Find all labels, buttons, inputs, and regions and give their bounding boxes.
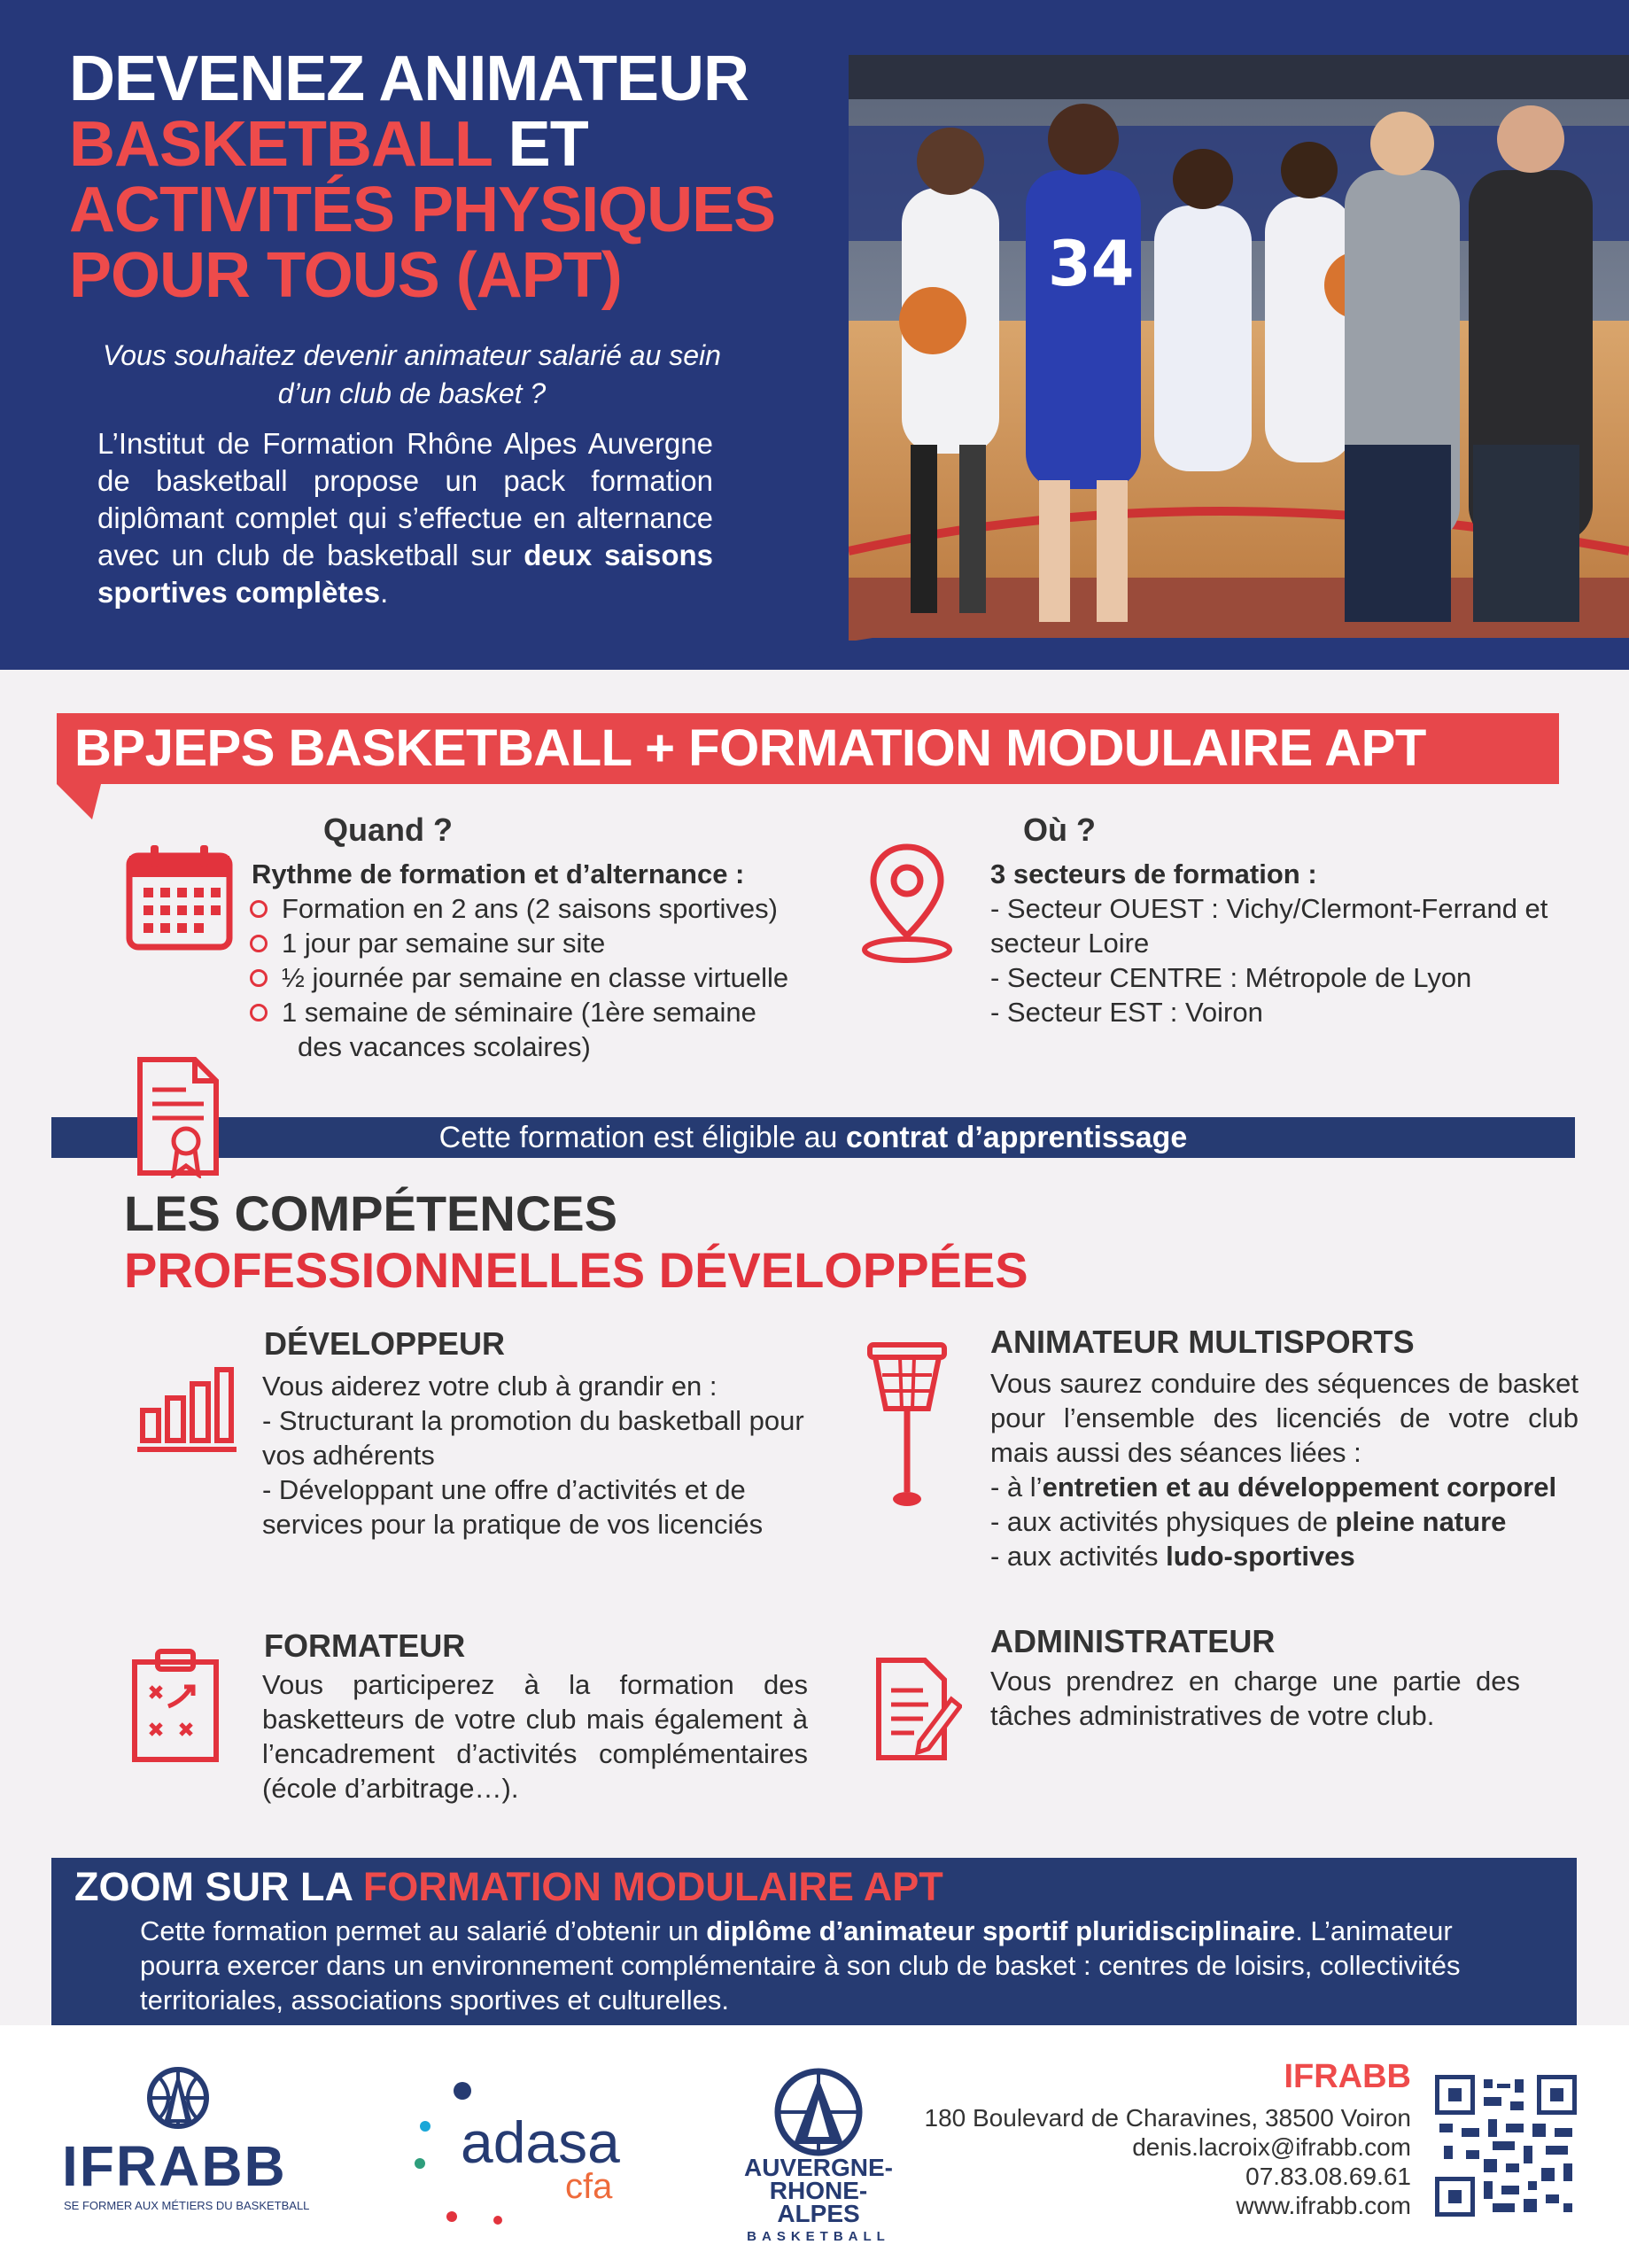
list-item: Formation en 2 ans (2 saisons sportives) bbox=[248, 891, 854, 926]
quand-heading: Rythme de formation et d’alternance : bbox=[252, 858, 745, 889]
list-item bbox=[990, 1504, 1579, 1539]
contact-address: 180 Boulevard de Charavines, 38500 Voiron bbox=[924, 2104, 1411, 2132]
competences-title-line1: LES COMPÉTENCES bbox=[124, 1185, 617, 1241]
ifrabb-logo-text: IFRABB bbox=[62, 2134, 287, 2198]
clipboard-tactics-icon bbox=[129, 1648, 221, 1765]
location-pin-icon bbox=[859, 840, 955, 966]
ou-heading: 3 secteurs de formation : bbox=[990, 858, 1317, 889]
ara-line1: AUVERGNE- bbox=[743, 2154, 893, 2181]
footer bbox=[0, 2025, 1629, 2268]
ara-basketball-logo-icon bbox=[772, 2066, 865, 2158]
hero-title-line1: DEVENEZ ANIMATEUR bbox=[69, 43, 749, 114]
jersey-number: 34 bbox=[1048, 228, 1135, 300]
administrateur-title: ADMINISTRATEUR bbox=[990, 1623, 1276, 1659]
list-item-text: - à l’ bbox=[990, 1472, 1043, 1503]
ifrabb-tagline: SE FORMER AUX MÉTIERS DU BASKETBALL bbox=[64, 2199, 310, 2212]
adasa-cfa-text: cfa bbox=[565, 2167, 613, 2206]
formation-banner bbox=[57, 713, 1559, 784]
list-item: - Structurant la promotion du basketball pour vos adhérents bbox=[262, 1405, 804, 1471]
developpeur-text bbox=[262, 1369, 804, 1542]
list-item-text: 1 semaine de séminaire (1ère semaine bbox=[282, 997, 756, 1028]
hero-body-end: . bbox=[380, 576, 389, 609]
contact-website[interactable]: www.ifrabb.com bbox=[1236, 2192, 1411, 2219]
calendar-icon bbox=[124, 842, 235, 952]
list-item bbox=[248, 995, 854, 1064]
ara-line3: BASKETBALL bbox=[747, 2229, 890, 2244]
list-item: ½ journée par semaine en classe virtuelle bbox=[248, 960, 854, 995]
list-item: 1 jour par semaine sur site bbox=[248, 926, 854, 960]
hero-title-et: ET bbox=[491, 109, 588, 180]
banner-tail bbox=[57, 784, 101, 819]
list-item-bold: pleine nature bbox=[1335, 1506, 1507, 1537]
list-item-bold: ludo-sportives bbox=[1166, 1541, 1355, 1572]
eligibility-bold: contrat d’apprentissage bbox=[845, 1121, 1188, 1154]
basketball-hoop-icon bbox=[865, 1340, 950, 1510]
list-item-text: - aux activités physiques de bbox=[990, 1506, 1336, 1537]
document-edit-icon bbox=[873, 1655, 962, 1763]
animateur-title: ANIMATEUR MULTISPORTS bbox=[990, 1324, 1415, 1360]
ifrabb-logo-icon bbox=[137, 2066, 219, 2130]
zoom-title-red: FORMATION MODULAIRE APT bbox=[362, 1864, 943, 1909]
zoom-text-part2: . L’animateur pourra exercer dans un environnement complémentaire à son club de basket : centres de loisirs, collectivités territoriales, associations sportives et culturelles. bbox=[140, 1915, 1461, 2016]
ou-title: Où ? bbox=[1023, 812, 1096, 848]
hero-title-line3: ACTIVITÉS PHYSIQUES bbox=[69, 175, 776, 245]
hero-description bbox=[97, 425, 713, 611]
hero-title bbox=[69, 43, 813, 311]
list-item bbox=[990, 1539, 1579, 1573]
zoom-text-bold: diplôme d’animateur sportif pluridisciplinaire bbox=[706, 1915, 1296, 1946]
quand-block bbox=[252, 857, 854, 1064]
ou-block bbox=[990, 857, 1593, 1029]
list-item: - Développant une offre d’activités et de services pour la pratique de vos licenciés bbox=[262, 1474, 764, 1540]
ara-logo-text bbox=[735, 2156, 902, 2249]
contact-name: IFRABB bbox=[1284, 2058, 1411, 2095]
zoom-text bbox=[140, 1914, 1522, 2017]
hero-question: Vous souhaitez devenir animateur salarié au sein d’un club de basket ? bbox=[103, 339, 721, 409]
hero-body-bold: deux saisons sportives complètes bbox=[97, 539, 714, 609]
list-item-bold: entretien et au développement corporel bbox=[1042, 1472, 1557, 1503]
list-item: - Secteur CENTRE : Métropole de Lyon bbox=[990, 962, 1472, 993]
list-item bbox=[990, 1470, 1579, 1504]
hero-body-text: L’Institut de Formation Rhône Alpes Auvergne de basketball propose un pack formation diplômant complet qui s’effectue en alternance avec un club de basketball sur bbox=[97, 427, 713, 571]
animateur-text bbox=[990, 1366, 1579, 1573]
zoom-title bbox=[74, 1864, 943, 1910]
zoom-title-white: ZOOM SUR LA bbox=[74, 1864, 363, 1909]
quand-title: Quand ? bbox=[323, 812, 453, 848]
list-item-continuation: des vacances scolaires) bbox=[298, 1031, 591, 1062]
certificate-icon bbox=[133, 1056, 221, 1178]
hero-title-line4: POUR TOUS (APT) bbox=[69, 240, 622, 311]
eligibility-bar bbox=[51, 1117, 1575, 1158]
developpeur-title: DÉVELOPPEUR bbox=[264, 1325, 506, 1362]
contact-phone[interactable]: 07.83.08.69.61 bbox=[1245, 2163, 1411, 2190]
developpeur-intro: Vous aiderez votre club à grandir en : bbox=[262, 1371, 718, 1402]
hero-title-basketball: BASKETBALL bbox=[69, 109, 492, 180]
bar-chart-icon bbox=[137, 1364, 237, 1453]
adasa-logo-text: adasa bbox=[461, 2109, 620, 2175]
formateur-text: Vous participerez à la formation des basketteurs de votre club mais également à l’encadrement d’activités complémentaires (école d’arbitrage…). bbox=[262, 1669, 808, 1804]
ara-line2: RHONE-ALPES bbox=[769, 2177, 868, 2227]
quand-list bbox=[248, 891, 854, 1064]
animateur-intro: Vous saurez conduire des séquences de basket pour l’ensemble des licenciés de votre club mais aussi des séances liées : bbox=[990, 1368, 1579, 1468]
administrateur-text: Vous prendrez en charge une partie des tâches administratives de votre club. bbox=[990, 1666, 1520, 1731]
banner-text: BPJEPS BASKETBALL + FORMATION MODULAIRE APT bbox=[74, 719, 1426, 777]
qr-code[interactable] bbox=[1435, 2075, 1577, 2217]
zoom-text-part1: Cette formation permet au salarié d’obtenir un bbox=[140, 1915, 707, 1946]
list-item-text: - aux activités bbox=[990, 1541, 1167, 1572]
competences-title-line2: PROFESSIONNELLES DÉVELOPPÉES bbox=[124, 1242, 1028, 1298]
formateur-title: FORMATEUR bbox=[264, 1627, 466, 1664]
list-item: - Secteur EST : Voiron bbox=[990, 997, 1263, 1028]
hero-section bbox=[0, 0, 1629, 670]
competences-title bbox=[124, 1185, 1028, 1299]
eligibility-text: Cette formation est éligible au bbox=[438, 1121, 846, 1154]
list-item: - Secteur OUEST : Vichy/Clermont-Ferrand et secteur Loire bbox=[990, 893, 1548, 959]
contact-email[interactable]: denis.lacroix@ifrabb.com bbox=[1132, 2133, 1411, 2161]
